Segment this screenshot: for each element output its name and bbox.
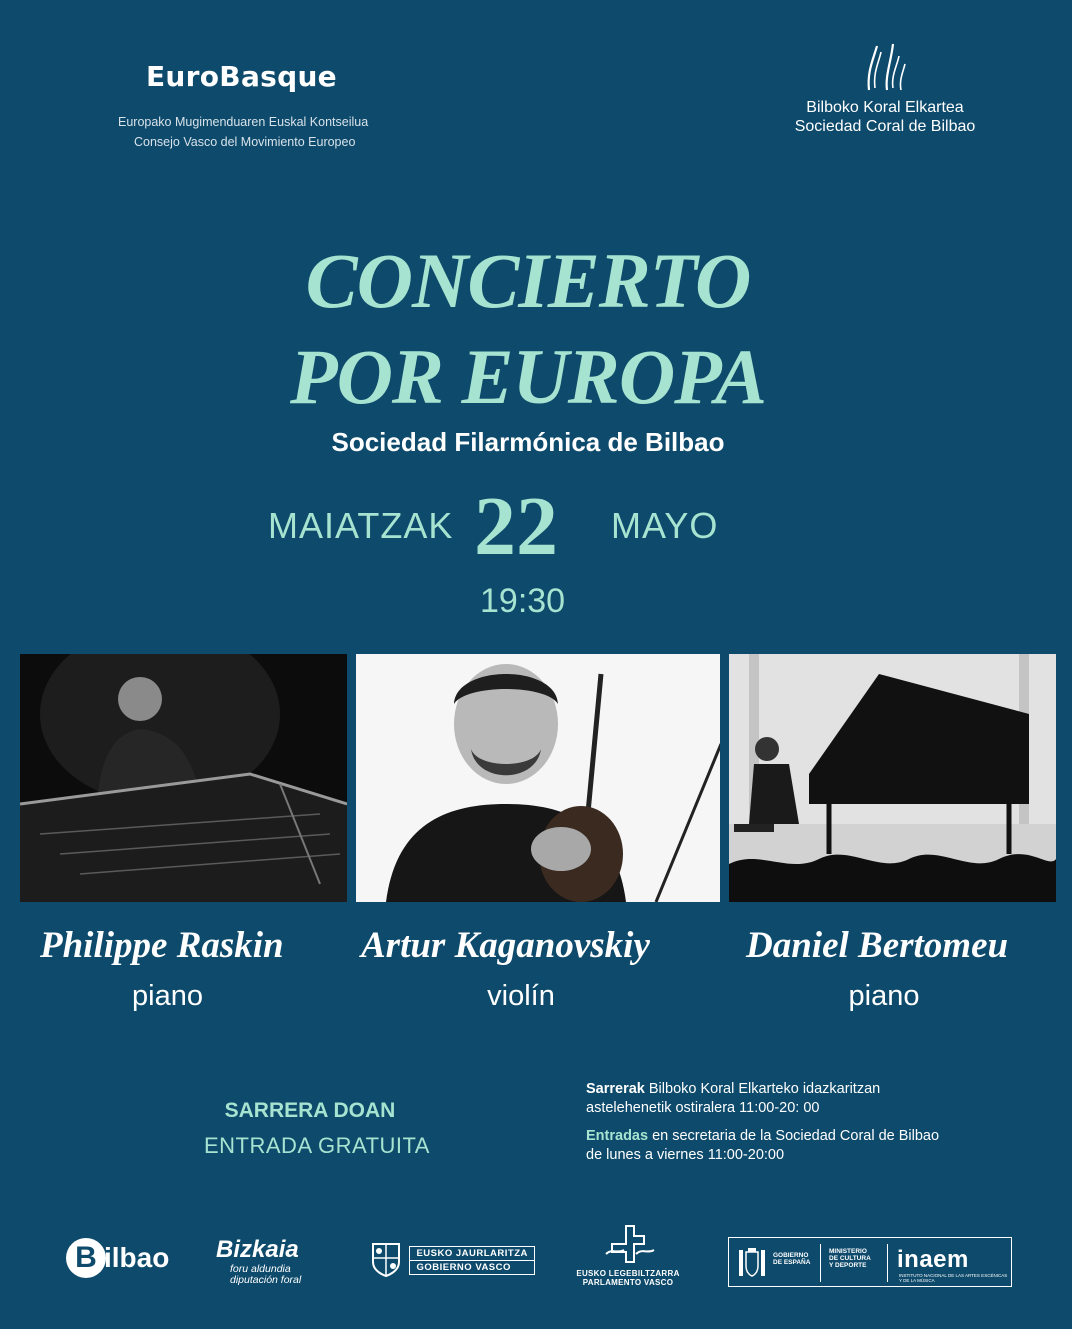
koral-logo: [770, 42, 1000, 136]
performer-name-1: Philippe Raskin: [40, 925, 284, 966]
ministerio-line3: Y DEPORTE: [829, 1262, 867, 1269]
ticket-hours-eu: astelehenetik ostiralera 11:00-20: 00: [586, 1100, 820, 1116]
logo-divider: [820, 1244, 821, 1282]
bizkaia-sub-eu: foru aldundia: [230, 1263, 291, 1275]
ticket-info-eu: [586, 1080, 1026, 1118]
parlamento-vasco-logo: [567, 1224, 689, 1287]
performer-instrument-3: piano: [848, 980, 920, 1012]
venue: Sociedad Filarmónica de Bilbao: [331, 427, 725, 457]
spain-coat-of-arms-icon: [737, 1246, 767, 1280]
bilbao-b-mark: B: [66, 1238, 106, 1278]
ticket-location-es: en secretaria de la Sociedad Coral de Bilbao: [648, 1128, 940, 1144]
photo-violinist: [356, 654, 720, 902]
event-time: 19:30: [480, 582, 566, 620]
date-month-eu: MAIATZAK: [268, 505, 454, 546]
bilbao-wordmark: ilbao: [104, 1242, 170, 1273]
eurobasque-subtitle-eu: Europako Mugimenduaren Euskal Kontseilua: [118, 115, 369, 129]
basque-coat-of-arms-icon: [371, 1242, 401, 1278]
gobierno-vasco-text: GOBIERNO VASCO: [416, 1261, 511, 1273]
ticket-info-es: [586, 1127, 1026, 1165]
free-entry-es: ENTRADA GRATUITA: [204, 1133, 430, 1158]
bizkaia-logo: [216, 1236, 301, 1286]
koral-name-es: Sociedad Coral de Bilbao: [794, 118, 976, 135]
bizkaia-sub-es: diputación foral: [230, 1274, 302, 1286]
harp-icon: [863, 42, 907, 92]
bilbao-logo: [66, 1238, 169, 1278]
concert-title-line1: CONCIERTO: [305, 237, 751, 324]
parlamento-vasco-es: PARLAMENTO VASCO: [582, 1278, 674, 1287]
performer-name-3: Daniel Bertomeu: [746, 925, 1009, 966]
gobierno-vasco-wordmark: [409, 1246, 534, 1275]
logo-divider: [887, 1244, 888, 1282]
eurobasque-name: EuroBasque: [146, 60, 337, 93]
performer-instrument-1: piano: [132, 980, 203, 1012]
eurobasque-logo: [100, 60, 420, 149]
performer-name-2: Artur Kaganovskiy: [361, 925, 650, 966]
performer-instrument-2: violín: [487, 980, 555, 1012]
gobierno-line1: GOBIERNO: [773, 1252, 809, 1259]
ministerio-text: [829, 1248, 871, 1269]
ministerio-line1: MINISTERIO: [829, 1248, 867, 1255]
date-month-es: MAYO: [611, 505, 719, 546]
parlamento-vasco-eu: EUSKO LEGEBILTZARRA: [576, 1269, 680, 1278]
parliament-emblem-icon: [598, 1224, 658, 1264]
ticket-label-es: Entradas: [586, 1128, 649, 1144]
ticket-location-eu: Bilboko Koral Elkarteko idazkaritzan: [644, 1081, 881, 1097]
free-entry-eu: SARRERA DOAN: [224, 1099, 396, 1122]
koral-name-eu: Bilboko Koral Elkartea: [806, 99, 964, 116]
inaem-subtitle: INSTITUTO NACIONAL DE LAS ARTES ESCÉNICAS Y DE LA MÚSICA: [899, 1273, 1008, 1283]
concert-title-line2: POR EUROPA: [289, 333, 767, 420]
photo-pianist-2: [729, 654, 1056, 902]
gobierno-espana-inaem-logo: [728, 1237, 1012, 1287]
bizkaia-wordmark: Bizkaia: [216, 1236, 299, 1263]
eurobasque-subtitle-es: Consejo Vasco del Movimiento Europeo: [134, 135, 356, 149]
ticket-info: [586, 1080, 1026, 1174]
date-day: 22: [474, 480, 558, 573]
inaem-wordmark: inaem: [897, 1246, 969, 1273]
photo-pianist-1: [20, 654, 347, 902]
ministerio-line2: DE CULTURA: [829, 1255, 871, 1262]
gobierno-espana-text: [773, 1252, 810, 1266]
eusko-jaurlaritza-text: EUSKO JAURLARITZA: [410, 1247, 533, 1261]
ticket-hours-es: de lunes a viernes 11:00-20:00: [586, 1147, 785, 1163]
gobierno-line2: DE ESPAÑA: [773, 1259, 811, 1266]
ticket-label-eu: Sarrerak: [586, 1081, 645, 1097]
gobierno-vasco-logo: [371, 1242, 535, 1278]
